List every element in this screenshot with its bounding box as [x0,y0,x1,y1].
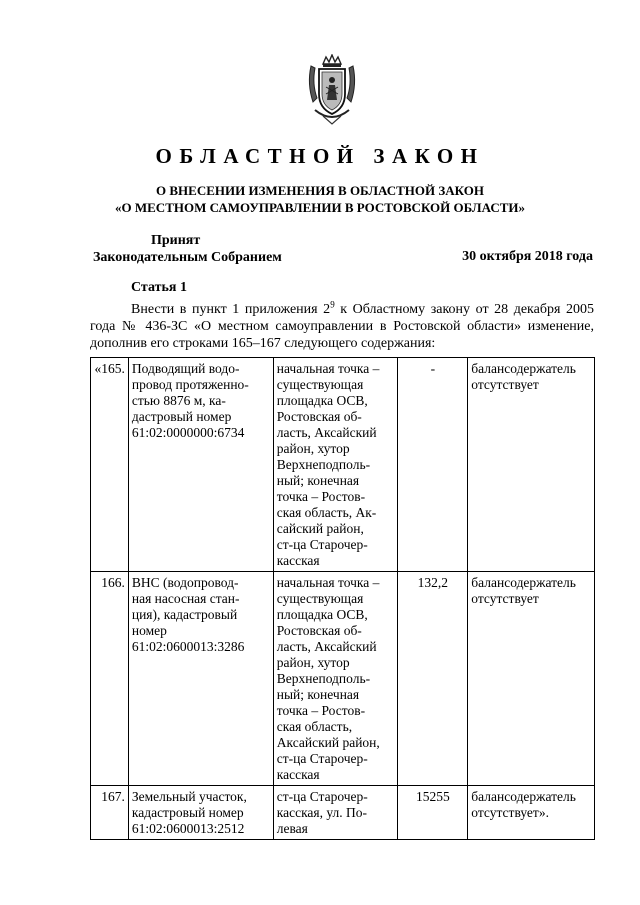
amendment-table [90,357,595,840]
location-line: существующая [276,591,364,606]
location-line: ласть, Аксайский [276,639,377,654]
location-line: сайский район, [276,521,364,536]
holder-cell [468,786,595,840]
location-line: левая [276,821,308,836]
article-text [90,301,594,352]
location-line: район, хутор [276,655,350,670]
location-line: существующая [276,377,364,392]
location-line: начальная точка – [276,361,380,376]
location-line: ласть, Аксайский [276,425,377,440]
article-text-start: Внести в пункт 1 приложения 2 [131,302,331,317]
length-cell: 132,2 [398,572,468,786]
location-line: площадка ОСВ, [276,393,368,408]
location-line: ская область, Ак- [276,505,377,520]
location-cell [273,572,398,786]
location-line: Верхнеподполь- [276,457,371,472]
object-name-line: 61:02:0600013:3286 [131,639,245,654]
object-name-line: Земельный участок, [131,789,247,804]
location-cell [273,786,398,840]
table-row [91,358,595,572]
holder-cell [468,358,595,572]
object-name-line: Подводящий водо- [131,361,240,376]
location-line: район, хутор [276,441,350,456]
location-line: ный; конечная [276,687,360,702]
location-line: Ростовская об- [276,409,362,424]
subtitle-line-2: «О МЕСТНОМ САМОУПРАВЛЕНИИ В РОСТОВСКОЙ ОБЛАСТИ» [115,200,525,215]
length-cell: 15255 [398,786,468,840]
location-line: ская область, [276,719,353,734]
table-row [91,572,595,786]
adoption-line-2: Законодательным Собранием [93,250,282,265]
object-name-cell [128,786,273,840]
location-line: точка – Ростов- [276,703,366,718]
holder-line: балансодержатель [471,361,576,376]
object-name-line: ция), кадастровый [131,607,238,622]
location-line: ст-ца Старочер- [276,789,368,804]
location-line: начальная точка – [276,575,380,590]
document-subtitle [0,182,640,216]
location-line: ный; конечная [276,473,360,488]
location-line: касская, ул. По- [276,805,368,820]
article-heading: Статья 1 [131,280,187,295]
object-name-line: ВНС (водопровод- [131,575,239,590]
location-line: Верхнеподполь- [276,671,371,686]
table-row [91,786,595,840]
coat-of-arms-icon [303,54,361,126]
subtitle-line-1: О ВНЕСЕНИИ ИЗМЕНЕНИЯ В ОБЛАСТНОЙ ЗАКОН [156,183,484,198]
row-number-cell: 167. [91,786,129,840]
object-name-line: ная насосная стан- [131,591,240,606]
location-cell [273,358,398,572]
holder-line: отсутствует [471,377,539,392]
article-text-rest: к Областному закону от 28 декабря 2005 года № 436-ЗС «О местном самоуправлении в Ростовской области» изменение, дополнив его строками 165–167 следующего содержания: [90,302,594,351]
appendix-superscript: 9 [330,299,335,310]
holder-line: балансодержатель [471,575,576,590]
location-line: точка – Ростов- [276,489,366,504]
location-line: ст-ца Старочер- [276,751,368,766]
object-name-line: стью 8876 м, ка- [131,393,226,408]
adoption-block [93,232,282,266]
location-line: площадка ОСВ, [276,607,368,622]
location-line: касская [276,767,320,782]
length-cell: - [398,358,468,572]
holder-cell [468,572,595,786]
adoption-line-1: Принят [151,233,201,248]
object-name-line: кадастровый номер [131,805,244,820]
object-name-line: 61:02:0600013:2512 [131,821,245,836]
location-line: Ростовская об- [276,623,362,638]
object-name-line: провод протяженно- [131,377,249,392]
object-name-line: 61:02:0000000:6734 [131,425,245,440]
location-line: ст-ца Старочер- [276,537,368,552]
object-name-line: номер [131,623,167,638]
document-title: ОБЛАСТНОЙ ЗАКОН [155,144,485,168]
object-name-line: дастровый номер [131,409,232,424]
object-name-cell [128,358,273,572]
location-line: Аксайский район, [276,735,380,750]
holder-line: отсутствует». [471,805,549,820]
row-number-cell: 166. [91,572,129,786]
row-number-cell: «165. [91,358,129,572]
holder-line: отсутствует [471,591,539,606]
object-name-cell [128,572,273,786]
location-line: касская [276,553,320,568]
holder-line: балансодержатель [471,789,576,804]
adoption-date: 30 октября 2018 года [462,249,593,264]
